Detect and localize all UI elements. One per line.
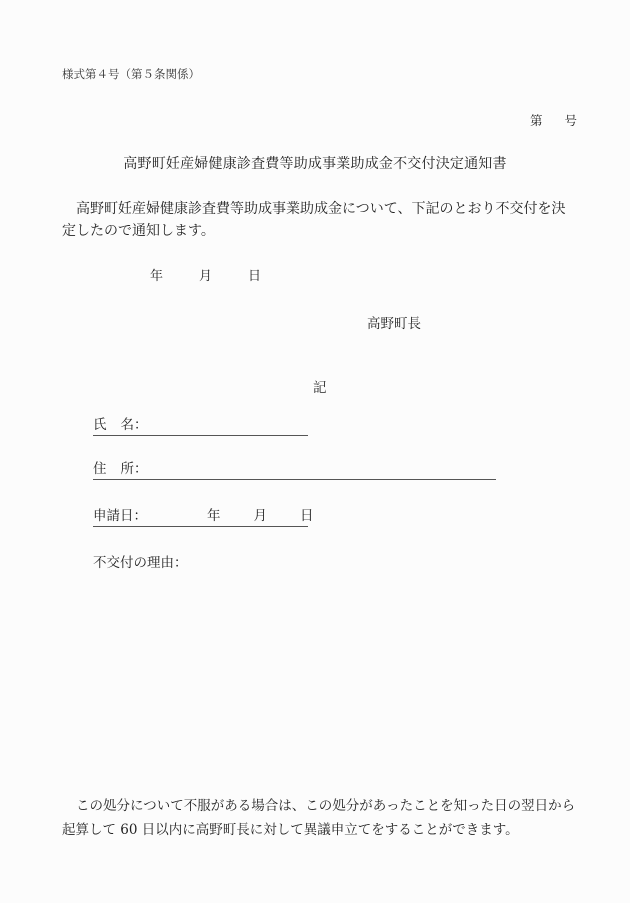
- address-field[interactable]: [93, 459, 496, 480]
- document-number: [530, 111, 577, 129]
- doc-number-prefix: 第: [530, 113, 543, 128]
- appeal-notice: この処分について不服がある場合は、この処分があったことを知った日の翌日から起算して 60 日以内に高野町長に対して異議申立てをすることができます。: [62, 798, 576, 838]
- issue-date-year: 年: [150, 269, 164, 284]
- name-field[interactable]: [93, 415, 308, 436]
- document-title: 高野町妊産婦健康診査費等助成事業助成金不交付決定通知書: [123, 156, 507, 172]
- name-label-2: 名：: [120, 417, 148, 433]
- reason-label: 不交付の理由：: [93, 555, 188, 571]
- name-label-1: 氏: [93, 417, 107, 433]
- application-date-day: 日: [300, 508, 314, 524]
- form-number: 様式第４号（第５条関係）: [62, 67, 200, 81]
- address-label-2: 所：: [120, 461, 148, 477]
- issue-date-day: 日: [248, 269, 262, 284]
- doc-number-suffix: 号: [564, 113, 578, 128]
- application-date-field[interactable]: [93, 506, 314, 527]
- address-label-1: 住: [93, 461, 107, 477]
- issue-date: [150, 265, 261, 284]
- issuer: 高野町長: [367, 316, 421, 332]
- issue-date-month: 月: [199, 269, 213, 284]
- ki-heading: 記: [313, 380, 327, 396]
- application-date-month: 月: [253, 508, 267, 524]
- body-text: 高野町妊産婦健康診査費等助成事業助成金について、下記のとおり不交付を決定したので通知します。: [62, 201, 566, 239]
- application-date-year: 年: [207, 508, 221, 524]
- application-date-label: 申請日：: [93, 508, 147, 524]
